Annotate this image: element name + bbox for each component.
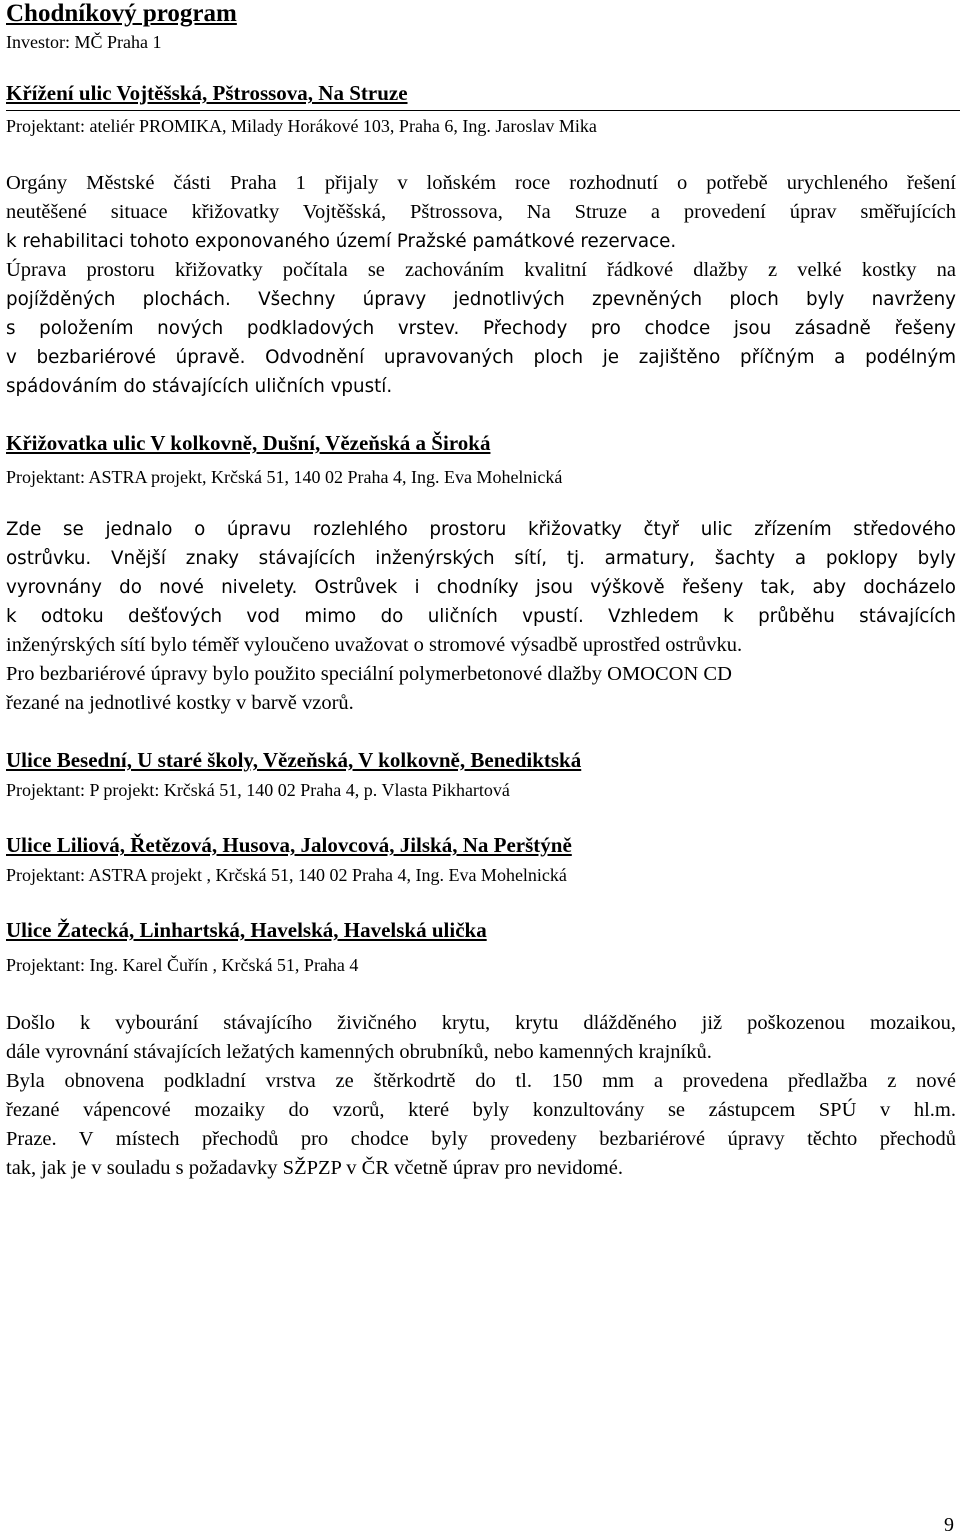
section-heading-vojtesska: Křížení ulic Vojtěšská, Pštrossova, Na Struze — [6, 81, 408, 105]
document-title: Chodníkový program — [6, 0, 237, 27]
paragraph-line: k odtoku dešťových vod mimo do uličních vpustí. Vzhledem k průběhu stávajících — [6, 606, 956, 627]
paragraph-line: vyrovnány do nové nivelety. Ostrůvek i chodníky jsou výškově řešeny tak, aby docházelo — [6, 577, 956, 598]
horizontal-rule — [6, 110, 960, 111]
designer-line-zatecka: Projektant: Ing. Karel Čuřín , Krčská 51, Praha 4 — [6, 955, 359, 975]
paragraph-vojtesska — [6, 169, 956, 401]
investor-line: Investor: MČ Praha 1 — [6, 32, 162, 52]
designer-line-v-kolkovne: Projektant: ASTRA projekt, Krčská 51, 140 02 Praha 4, Ing. Eva Mohelnická — [6, 467, 563, 487]
page-number: 9 — [944, 1514, 954, 1536]
section-heading-besedni: Ulice Besední, U staré školy, Vězeňská, V kolkovně, Benediktská — [6, 748, 582, 772]
paragraph-line: Orgány Městské části Praha 1 přijaly v loňském roce rozhodnutí o potřebě urychleného řešení — [6, 172, 956, 194]
section-heading-liliova: Ulice Liliová, Řetězová, Husova, Jalovcová, Jilská, Na Perštýně — [6, 833, 572, 857]
paragraph-line: řezané na jednotlivé kostky v barvě vzorů. — [6, 692, 354, 714]
designer-line-liliova: Projektant: ASTRA projekt , Krčská 51, 140 02 Praha 4, Ing. Eva Mohelnická — [6, 865, 567, 885]
designer-line-besedni: Projektant: P projekt: Krčská 51, 140 02 Praha 4, p. Vlasta Pikhartová — [6, 780, 510, 800]
paragraph-line: neutěšené situace křižovatky Vojtěšská, Pštrossova, Na Struze a provedení úprav směřujících — [6, 201, 956, 223]
paragraph-line: Došlo k vybourání stávajícího živičného krytu, krytu dlážděného již poškozenou mozaikou, — [6, 1012, 956, 1034]
paragraph-line: dále vyrovnání stávajících ležatých kamenných obrubníků, nebo kamenných krajníků. — [6, 1041, 712, 1063]
paragraph-line: Zde se jednalo o úpravu rozlehlého prostoru křižovatky čtyř ulic zřízením středového — [6, 519, 956, 540]
paragraph-line: pojížděných plochách. Všechny úpravy jednotlivých zpevněných ploch byly navrženy — [6, 289, 956, 310]
paragraph-line: tak, jak je v souladu s požadavky SŽPZP v ČR včetně úprav pro nevidomé. — [6, 1157, 623, 1179]
designer-line-vojtesska: Projektant: ateliér PROMIKA, Milady Horákové 103, Praha 6, Ing. Jaroslav Mika — [6, 116, 597, 136]
paragraph-line: spádováním do stávajících uličních vpustí. — [6, 376, 393, 397]
paragraph-line: s položením nových podkladových vrstev. Přechody pro chodce jsou zásadně řešeny — [6, 318, 956, 339]
paragraph-line: Úprava prostoru křižovatky počítala se zachováním kvalitní řádkové dlažby z velké kostky na — [6, 259, 956, 281]
paragraph-v-kolkovne — [6, 515, 956, 718]
paragraph-line: Byla obnovena podkladní vrstva ze štěrkodrtě do tl. 150 mm a provedena předlažba z nové — [6, 1070, 956, 1092]
paragraph-line: inženýrských sítí bylo téměř vyloučeno uvažovat o stromové výsadbě uprostřed ostrůvku. — [6, 634, 743, 656]
paragraph-line: řezané vápencové mozaiky do vzorů, které byly konzultovány se zástupcem SPÚ v hl.m. — [6, 1099, 956, 1121]
section-heading-v-kolkovne: Křižovatka ulic V kolkovně, Dušní, Vězeňská a Široká — [6, 431, 491, 455]
paragraph-line: v bezbariérové úpravě. Odvodnění upravovaných ploch je zajištěno příčným a podélným — [6, 347, 956, 368]
paragraph-zatecka — [6, 1009, 956, 1183]
paragraph-line: ostrůvku. Vnější znaky stávajících inženýrských sítí, tj. armatury, šachty a poklopy byly — [6, 548, 956, 569]
section-heading-zatecka: Ulice Žatecká, Linhartská, Havelská, Havelská ulička — [6, 918, 487, 942]
paragraph-line: Praze. V místech přechodů pro chodce byly provedeny bezbariérové úpravy těchto přechodů — [6, 1128, 956, 1150]
paragraph-line: Pro bezbariérové úpravy bylo použito speciální polymerbetonové dlažby OMOCON CD — [6, 663, 732, 685]
paragraph-line: k rehabilitaci tohoto exponovaného území Pražské památkové rezervace. — [6, 231, 677, 252]
